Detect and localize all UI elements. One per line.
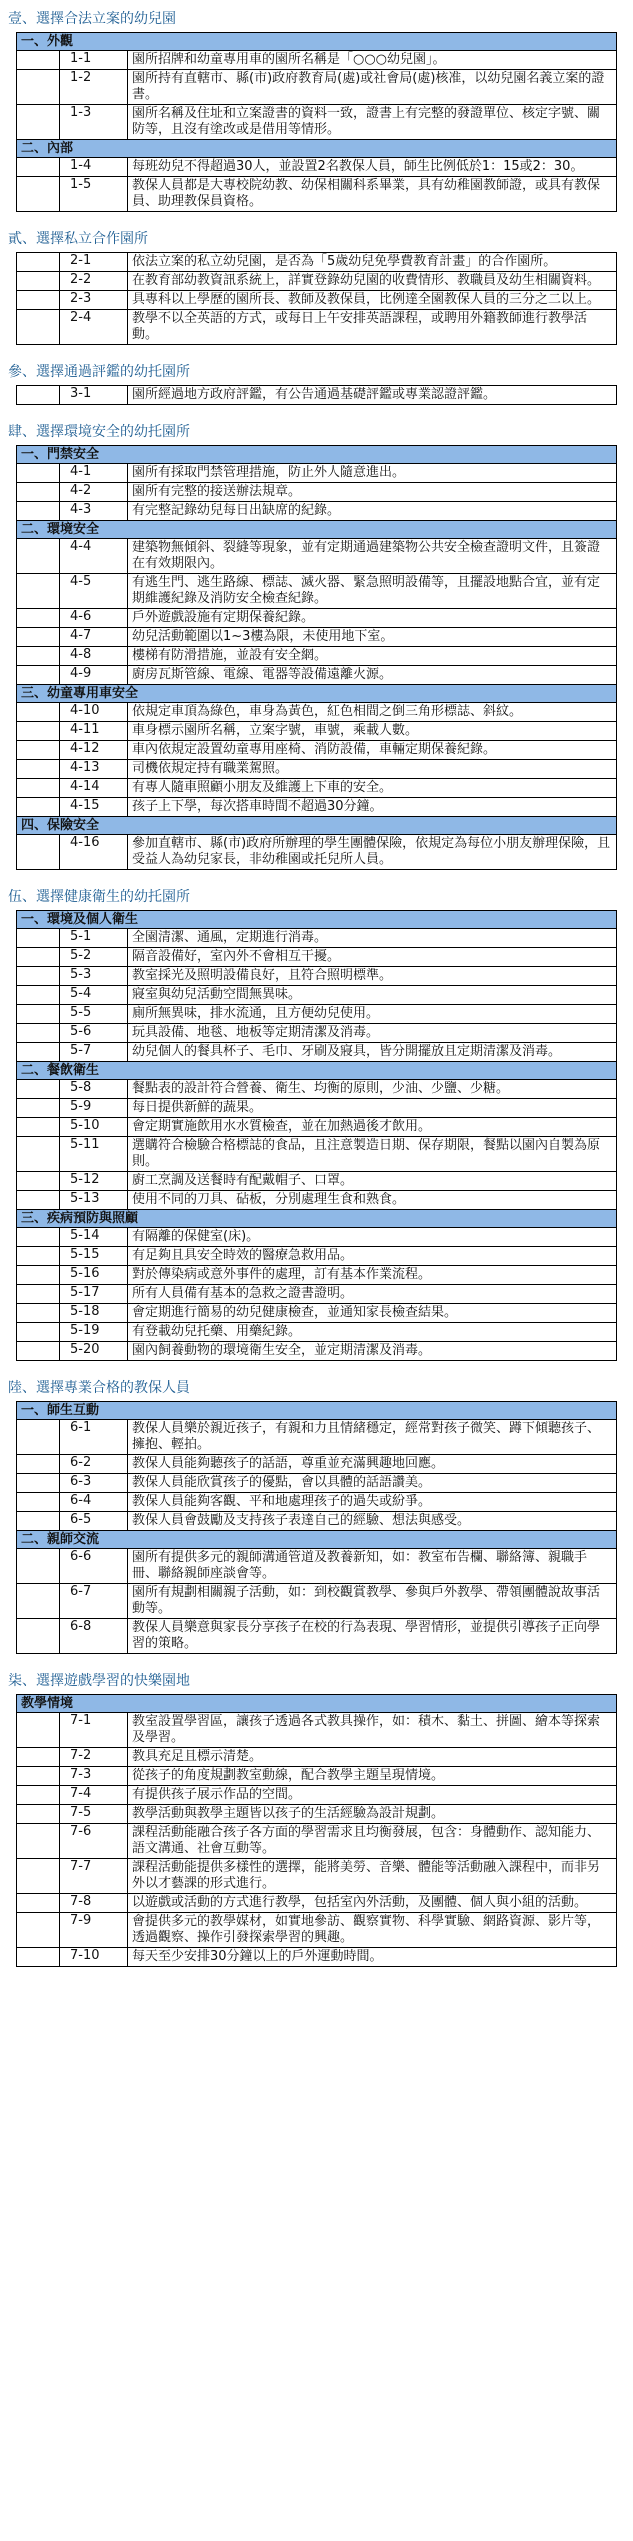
check-cell <box>17 609 60 627</box>
table-row <box>17 1512 616 1531</box>
check-cell <box>17 1805 60 1823</box>
item-text: 餐點表的設計符合營養、衛生、均衡的原則，少油、少鹽、少糖。 <box>132 1081 510 1096</box>
item-number: 7-4 <box>60 1786 128 1804</box>
section-title: 貳、選擇私立合作園所 <box>8 231 148 247</box>
table-row <box>17 1304 616 1323</box>
check-cell <box>17 1455 60 1473</box>
item-text: 廚工烹調及送餐時有配戴帽子、口罩。 <box>132 1173 354 1188</box>
check-cell <box>17 1118 60 1136</box>
item-text: 有完整記錄幼兒每日出缺席的紀錄。 <box>132 503 341 518</box>
item-text: 教室設置學習區，讓孩子透過各式教具操作，如：積木、黏土、拼圖、繪本等探索及學習。 <box>132 1714 601 1745</box>
item-text: 每天至少安排30分鐘以上的戶外運動時間。 <box>132 1949 383 1964</box>
section-spacer <box>0 870 633 884</box>
item-number: 6-4 <box>60 1493 128 1511</box>
table-row <box>17 609 616 628</box>
item-number: 4-16 <box>60 835 128 869</box>
table-row <box>17 1024 616 1043</box>
item-number: 5-18 <box>60 1304 128 1322</box>
table-row <box>17 1285 616 1304</box>
item-text: 教室採光及照明設備良好，且符合照明標準。 <box>132 968 393 983</box>
table-row <box>17 986 616 1005</box>
table-row <box>17 1323 616 1342</box>
item-text: 園所名稱及住址和立案證書的資料一致，證書上有完整的發證單位、核定字號、關防等，且沒有塗改或是借用等情形。 <box>132 106 601 137</box>
check-cell <box>17 1080 60 1098</box>
check-cell <box>17 1713 60 1747</box>
item-number: 6-5 <box>60 1512 128 1530</box>
item-number: 4-15 <box>60 798 128 816</box>
item-number: 7-2 <box>60 1748 128 1766</box>
checklist-table <box>16 910 617 1361</box>
item-text: 具專科以上學歷的園所長、教師及教保員，比例達全園教保人員的三分之二以上。 <box>132 292 601 307</box>
check-cell <box>17 1005 60 1023</box>
check-cell <box>17 741 60 759</box>
table-row <box>17 291 616 310</box>
item-number: 7-8 <box>60 1894 128 1912</box>
check-cell <box>17 1512 60 1530</box>
item-text: 選購符合檢驗合格標誌的食品，且注意製造日期、保存期限，餐點以園內自製為原則。 <box>132 1138 601 1169</box>
item-text: 會定期進行簡易的幼兒健康檢查，並通知家長檢查結果。 <box>132 1305 458 1320</box>
table-row <box>17 1805 616 1824</box>
check-cell <box>17 539 60 573</box>
check-cell <box>17 1824 60 1858</box>
item-text: 有隔離的保健室(床)。 <box>132 1229 260 1244</box>
item-text: 從孩子的角度規劃教室動線，配合教學主題呈現情境。 <box>132 1768 445 1783</box>
item-number: 6-6 <box>60 1549 128 1583</box>
check-cell <box>17 1247 60 1265</box>
section-title: 柒、選擇遊戲學習的快樂園地 <box>8 1673 190 1689</box>
item-number: 6-8 <box>60 1619 128 1653</box>
check-cell <box>17 779 60 797</box>
group-heading: 一、外觀 <box>17 33 616 51</box>
item-number: 5-17 <box>60 1285 128 1303</box>
table-row <box>17 1043 616 1062</box>
section-5 <box>0 884 633 1375</box>
table-row <box>17 158 616 177</box>
check-cell <box>17 1099 60 1117</box>
section-6 <box>0 1375 633 1668</box>
item-text: 園所有採取門禁管理措施，防止外人隨意進出。 <box>132 465 406 480</box>
item-text: 有提供孩子展示作品的空間。 <box>132 1787 302 1802</box>
section-3 <box>0 359 633 419</box>
table-row <box>17 51 616 70</box>
table-row <box>17 835 616 869</box>
table-row <box>17 779 616 798</box>
item-number: 4-5 <box>60 574 128 608</box>
item-number: 7-6 <box>60 1824 128 1858</box>
table-row <box>17 253 616 272</box>
section-title: 壹、選擇合法立案的幼兒園 <box>8 11 176 27</box>
check-cell <box>17 177 60 211</box>
check-cell <box>17 1228 60 1246</box>
item-text: 教保人員都是大專校院幼教、幼保相關科系畢業，具有幼稚園教師證，或具有教保員、助理教保員資格。 <box>132 178 601 209</box>
table-row <box>17 539 616 574</box>
item-number: 7-5 <box>60 1805 128 1823</box>
group-heading: 四、保險安全 <box>17 817 616 835</box>
item-text: 依法立案的私立幼兒園，是否為「5歲幼兒免學費教育計畫」的合作園所。 <box>132 254 557 269</box>
table-row <box>17 1713 616 1748</box>
item-number: 5-6 <box>60 1024 128 1042</box>
table-row <box>17 1118 616 1137</box>
item-text: 教保人員能夠客觀、平和地處理孩子的過失或紛爭。 <box>132 1494 432 1509</box>
section-title: 陸、選擇專業合格的教保人員 <box>8 1380 190 1396</box>
item-number: 1-3 <box>60 105 128 139</box>
section-spacer <box>0 405 633 419</box>
section-4 <box>0 419 633 884</box>
table-row <box>17 1859 616 1894</box>
table-row <box>17 666 616 685</box>
item-number: 5-14 <box>60 1228 128 1246</box>
table-row <box>17 1824 616 1859</box>
item-number: 5-11 <box>60 1137 128 1171</box>
check-cell <box>17 70 60 104</box>
item-text: 戶外遊戲設施有定期保養紀錄。 <box>132 610 315 625</box>
item-number: 4-8 <box>60 647 128 665</box>
group-heading: 一、門禁安全 <box>17 446 616 464</box>
table-row <box>17 310 616 344</box>
check-cell <box>17 1948 60 1966</box>
check-cell <box>17 1894 60 1912</box>
checklist-table <box>16 385 617 405</box>
check-cell <box>17 51 60 69</box>
item-text: 隔音設備好，室內外不會相互干擾。 <box>132 949 341 964</box>
item-text: 建築物無傾斜、裂縫等現象，並有定期通過建築物公共安全檢查證明文件，且簽證在有效期限內。 <box>132 540 601 571</box>
item-number: 5-7 <box>60 1043 128 1061</box>
item-number: 6-7 <box>60 1584 128 1618</box>
section-title: 參、選擇通過評鑑的幼托園所 <box>8 364 190 380</box>
check-cell <box>17 158 60 176</box>
item-text: 司機依規定持有職業駕照。 <box>132 761 289 776</box>
table-row <box>17 1767 616 1786</box>
item-number: 7-3 <box>60 1767 128 1785</box>
item-text: 園所有規劃相關親子活動，如：到校觀賞教學、參與戶外教學、帶領團體說故事活動等。 <box>132 1585 601 1616</box>
section-2 <box>0 226 633 359</box>
item-number: 4-3 <box>60 502 128 520</box>
check-cell <box>17 835 60 869</box>
item-number: 4-13 <box>60 760 128 778</box>
item-number: 4-14 <box>60 779 128 797</box>
check-cell <box>17 1584 60 1618</box>
check-cell <box>17 1767 60 1785</box>
item-text: 寢室與幼兒活動空間無異味。 <box>132 987 302 1002</box>
check-cell <box>17 1137 60 1171</box>
item-text: 園所經過地方政府評鑑，有公告通過基礎評鑑或專業認證評鑑。 <box>132 387 497 402</box>
table-row <box>17 1455 616 1474</box>
table-row <box>17 1894 616 1913</box>
table-row <box>17 1786 616 1805</box>
item-text: 教保人員會鼓勵及支持孩子表達自己的經驗、想法與感受。 <box>132 1513 471 1528</box>
check-cell <box>17 310 60 344</box>
item-text: 園所持有直轄市、縣(市)政府教育局(處)或社會局(處)核准，以幼兒園名義立案的證書。 <box>132 71 605 102</box>
group-heading: 二、親師交流 <box>17 1531 616 1549</box>
table-row <box>17 1005 616 1024</box>
group-heading: 三、疾病預防與照顧 <box>17 1210 616 1228</box>
table-row <box>17 1247 616 1266</box>
section-7 <box>0 1668 633 1981</box>
check-cell <box>17 1191 60 1209</box>
check-cell <box>17 386 60 404</box>
table-row <box>17 647 616 666</box>
check-cell <box>17 464 60 482</box>
item-text: 有專人隨車照顧小朋友及維護上下車的安全。 <box>132 780 393 795</box>
check-cell <box>17 1493 60 1511</box>
item-text: 樓梯有防滑措施，並設有安全網。 <box>132 648 328 663</box>
table-row <box>17 1913 616 1948</box>
checklist-table <box>16 32 617 212</box>
table-row <box>17 1420 616 1455</box>
table-row <box>17 1549 616 1584</box>
item-text: 園內飼養動物的環境衛生安全，並定期清潔及消毒。 <box>132 1343 432 1358</box>
table-row <box>17 1266 616 1285</box>
item-text: 教保人員能夠聽孩子的話語，尊重並充滿興趣地回應。 <box>132 1456 445 1471</box>
check-cell <box>17 105 60 139</box>
item-number: 1-4 <box>60 158 128 176</box>
item-text: 每班幼兒不得超過30人，並設置2名教保人員，師生比例低於1：15或2：30。 <box>132 159 584 174</box>
item-text: 廚房瓦斯管線、電線、電器等設備遠離火源。 <box>132 667 393 682</box>
checklist-table <box>16 1694 617 1967</box>
table-row <box>17 502 616 521</box>
table-row <box>17 1228 616 1247</box>
item-number: 4-9 <box>60 666 128 684</box>
item-number: 5-20 <box>60 1342 128 1360</box>
item-text: 以遊戲或活動的方式進行教學，包括室內外活動，及團體、個人與小組的活動。 <box>132 1895 588 1910</box>
item-number: 4-1 <box>60 464 128 482</box>
check-cell <box>17 1043 60 1061</box>
check-cell <box>17 722 60 740</box>
item-text: 玩具設備、地毯、地板等定期清潔及消毒。 <box>132 1025 380 1040</box>
item-text: 有足夠且具安全時效的醫療急救用品。 <box>132 1248 354 1263</box>
table-row <box>17 1493 616 1512</box>
item-number: 2-3 <box>60 291 128 309</box>
item-number: 1-1 <box>60 51 128 69</box>
table-row <box>17 1948 616 1966</box>
item-number: 4-2 <box>60 483 128 501</box>
table-row <box>17 948 616 967</box>
table-row <box>17 574 616 609</box>
item-number: 5-1 <box>60 929 128 947</box>
item-number: 5-2 <box>60 948 128 966</box>
item-text: 教學不以全英語的方式，或每日上午安排英語課程，或聘用外籍教師進行教學活動。 <box>132 311 588 342</box>
check-cell <box>17 253 60 271</box>
item-number: 5-13 <box>60 1191 128 1209</box>
table-row <box>17 272 616 291</box>
item-text: 參加直轄市、縣(市)政府所辦理的學生團體保險，依規定為每位小朋友辦理保險，且受益人為幼兒家長，非幼稚園或托兒所人員。 <box>132 836 611 867</box>
table-row <box>17 1191 616 1210</box>
table-row <box>17 628 616 647</box>
item-text: 有逃生門、逃生路線、標誌、滅火器、緊急照明設備等，且擺設地點合宜，並有定期維護紀錄及消防安全檢查紀錄。 <box>132 575 601 606</box>
item-number: 5-8 <box>60 1080 128 1098</box>
group-heading: 三、幼童專用車安全 <box>17 685 616 703</box>
check-cell <box>17 1619 60 1653</box>
item-number: 5-12 <box>60 1172 128 1190</box>
table-row <box>17 177 616 211</box>
item-number: 7-9 <box>60 1913 128 1947</box>
table-row <box>17 70 616 105</box>
item-number: 4-7 <box>60 628 128 646</box>
item-number: 6-3 <box>60 1474 128 1492</box>
check-cell <box>17 483 60 501</box>
table-row <box>17 760 616 779</box>
item-number: 6-2 <box>60 1455 128 1473</box>
item-text: 幼兒個人的餐具杯子、毛巾、牙刷及寢具，皆分開擺放且定期清潔及消毒。 <box>132 1044 562 1059</box>
table-row <box>17 967 616 986</box>
item-number: 2-2 <box>60 272 128 290</box>
table-row <box>17 1137 616 1172</box>
item-text: 依規定車頂為綠色，車身為黃色，紅色相間之倒三角形標誌、斜紋。 <box>132 704 523 719</box>
section-spacer <box>0 1967 633 1981</box>
table-row <box>17 722 616 741</box>
checklist-table <box>16 1401 617 1654</box>
check-cell <box>17 628 60 646</box>
item-number: 3-1 <box>60 386 128 404</box>
check-cell <box>17 1549 60 1583</box>
check-cell <box>17 760 60 778</box>
item-text: 車內依規定設置幼童專用座椅、消防設備，車輛定期保養紀錄。 <box>132 742 497 757</box>
check-cell <box>17 948 60 966</box>
checklist-table <box>16 252 617 345</box>
check-cell <box>17 703 60 721</box>
item-text: 教保人員樂於親近孩子，有親和力且情緒穩定，經常對孩子微笑、蹲下傾聽孩子、擁抱、輕拍。 <box>132 1421 601 1452</box>
item-text: 會提供多元的教學媒材，如實地參訪、觀察實物、科學實驗、網路資源、影片等，透過觀察、操作引發探索學習的興趣。 <box>132 1914 601 1945</box>
item-number: 5-3 <box>60 967 128 985</box>
group-heading: 二、環境安全 <box>17 521 616 539</box>
table-row <box>17 483 616 502</box>
table-row <box>17 1080 616 1099</box>
item-text: 在教育部幼教資訊系統上，詳實登錄幼兒園的收費情形、教職員及幼生相關資料。 <box>132 273 601 288</box>
section-spacer <box>0 1361 633 1375</box>
group-heading: 二、餐飲衛生 <box>17 1062 616 1080</box>
check-cell <box>17 929 60 947</box>
item-text: 有登載幼兒托藥、用藥紀錄。 <box>132 1324 302 1339</box>
item-text: 車身標示園所名稱，立案字號，車號，乘載人數。 <box>132 723 419 738</box>
table-row <box>17 1619 616 1653</box>
item-text: 每日提供新鮮的蔬果。 <box>132 1100 263 1115</box>
check-cell <box>17 1420 60 1454</box>
table-row <box>17 1172 616 1191</box>
item-text: 使用不同的刀具、砧板，分別處理生食和熟食。 <box>132 1192 406 1207</box>
table-row <box>17 1584 616 1619</box>
check-cell <box>17 574 60 608</box>
section-title: 伍、選擇健康衛生的幼托園所 <box>8 889 190 905</box>
table-row <box>17 105 616 140</box>
item-text: 教學活動與教學主題皆以孩子的生活經驗為設計規劃。 <box>132 1806 445 1821</box>
check-cell <box>17 798 60 816</box>
item-text: 全園清潔、通風，定期進行消毒。 <box>132 930 328 945</box>
check-cell <box>17 1024 60 1042</box>
item-text: 課程活動能提供多樣性的選擇，能將美勞、音樂、體能等活動融入課程中，而非另外以才藝課的形式進行。 <box>132 1860 601 1891</box>
item-text: 園所招牌和幼童專用車的園所名稱是「○○○幼兒園」。 <box>132 52 446 67</box>
table-row <box>17 1099 616 1118</box>
table-row <box>17 1342 616 1360</box>
section-title: 肆、選擇環境安全的幼托園所 <box>8 424 190 440</box>
table-row <box>17 929 616 948</box>
item-text: 園所有完整的接送辦法規章。 <box>132 484 302 499</box>
item-number: 4-10 <box>60 703 128 721</box>
check-cell <box>17 1748 60 1766</box>
item-number: 7-1 <box>60 1713 128 1747</box>
table-row <box>17 464 616 483</box>
item-text: 廁所無異味，排水流通，且方便幼兒使用。 <box>132 1006 380 1021</box>
check-cell <box>17 1786 60 1804</box>
item-number: 5-16 <box>60 1266 128 1284</box>
section-spacer <box>0 345 633 359</box>
item-number: 5-19 <box>60 1323 128 1341</box>
check-cell <box>17 666 60 684</box>
check-cell <box>17 967 60 985</box>
group-heading: 一、環境及個人衛生 <box>17 911 616 929</box>
check-cell <box>17 1266 60 1284</box>
item-text: 孩子上下學，每次搭車時間不超過30分鐘。 <box>132 799 383 814</box>
check-cell <box>17 1304 60 1322</box>
table-row <box>17 741 616 760</box>
group-heading: 教學情境 <box>17 1695 616 1713</box>
check-cell <box>17 647 60 665</box>
check-cell <box>17 291 60 309</box>
item-number: 7-7 <box>60 1859 128 1893</box>
item-number: 4-6 <box>60 609 128 627</box>
check-cell <box>17 1285 60 1303</box>
table-row <box>17 1474 616 1493</box>
section-spacer <box>0 1654 633 1668</box>
table-row <box>17 1748 616 1767</box>
item-number: 6-1 <box>60 1420 128 1454</box>
table-row <box>17 386 616 404</box>
item-text: 課程活動能融合孩子各方面的學習需求且均衡發展，包含：身體動作、認知能力、語文溝通、社會互動等。 <box>132 1825 601 1856</box>
item-number: 5-5 <box>60 1005 128 1023</box>
item-text: 對於傳染病或意外事件的處理，訂有基本作業流程。 <box>132 1267 432 1282</box>
item-number: 5-4 <box>60 986 128 1004</box>
item-number: 5-9 <box>60 1099 128 1117</box>
item-text: 幼兒活動範圍以1~3樓為限，未使用地下室。 <box>132 629 394 644</box>
item-text: 教保人員能欣賞孩子的優點，會以具體的話語讚美。 <box>132 1475 432 1490</box>
item-number: 1-5 <box>60 177 128 211</box>
item-text: 園所有提供多元的親師溝通管道及教養新知，如：教室布告欄、聯絡簿、親職手冊、聯絡親師座談會等。 <box>132 1550 588 1581</box>
item-number: 5-10 <box>60 1118 128 1136</box>
item-number: 5-15 <box>60 1247 128 1265</box>
item-text: 所有人員備有基本的急救之證書證明。 <box>132 1286 354 1301</box>
item-text: 教具充足且標示清楚。 <box>132 1749 263 1764</box>
check-cell <box>17 1474 60 1492</box>
check-cell <box>17 272 60 290</box>
check-cell <box>17 1859 60 1893</box>
check-cell <box>17 1342 60 1360</box>
item-number: 4-11 <box>60 722 128 740</box>
group-heading: 二、內部 <box>17 140 616 158</box>
check-cell <box>17 502 60 520</box>
item-number: 7-10 <box>60 1948 128 1966</box>
item-text: 教保人員樂意與家長分享孩子在校的行為表現、學習情形，並提供引導孩子正向學習的策略。 <box>132 1620 601 1651</box>
item-number: 2-4 <box>60 310 128 344</box>
section-1 <box>0 6 633 226</box>
table-row <box>17 703 616 722</box>
item-number: 4-12 <box>60 741 128 759</box>
table-row <box>17 798 616 817</box>
group-heading: 一、師生互動 <box>17 1402 616 1420</box>
check-cell <box>17 1323 60 1341</box>
item-text: 會定期實施飲用水水質檢查，並在加熱過後才飲用。 <box>132 1119 432 1134</box>
check-cell <box>17 986 60 1004</box>
section-spacer <box>0 212 633 226</box>
check-cell <box>17 1172 60 1190</box>
checklist-table <box>16 445 617 870</box>
item-number: 2-1 <box>60 253 128 271</box>
check-cell <box>17 1913 60 1947</box>
item-number: 1-2 <box>60 70 128 104</box>
item-number: 4-4 <box>60 539 128 573</box>
